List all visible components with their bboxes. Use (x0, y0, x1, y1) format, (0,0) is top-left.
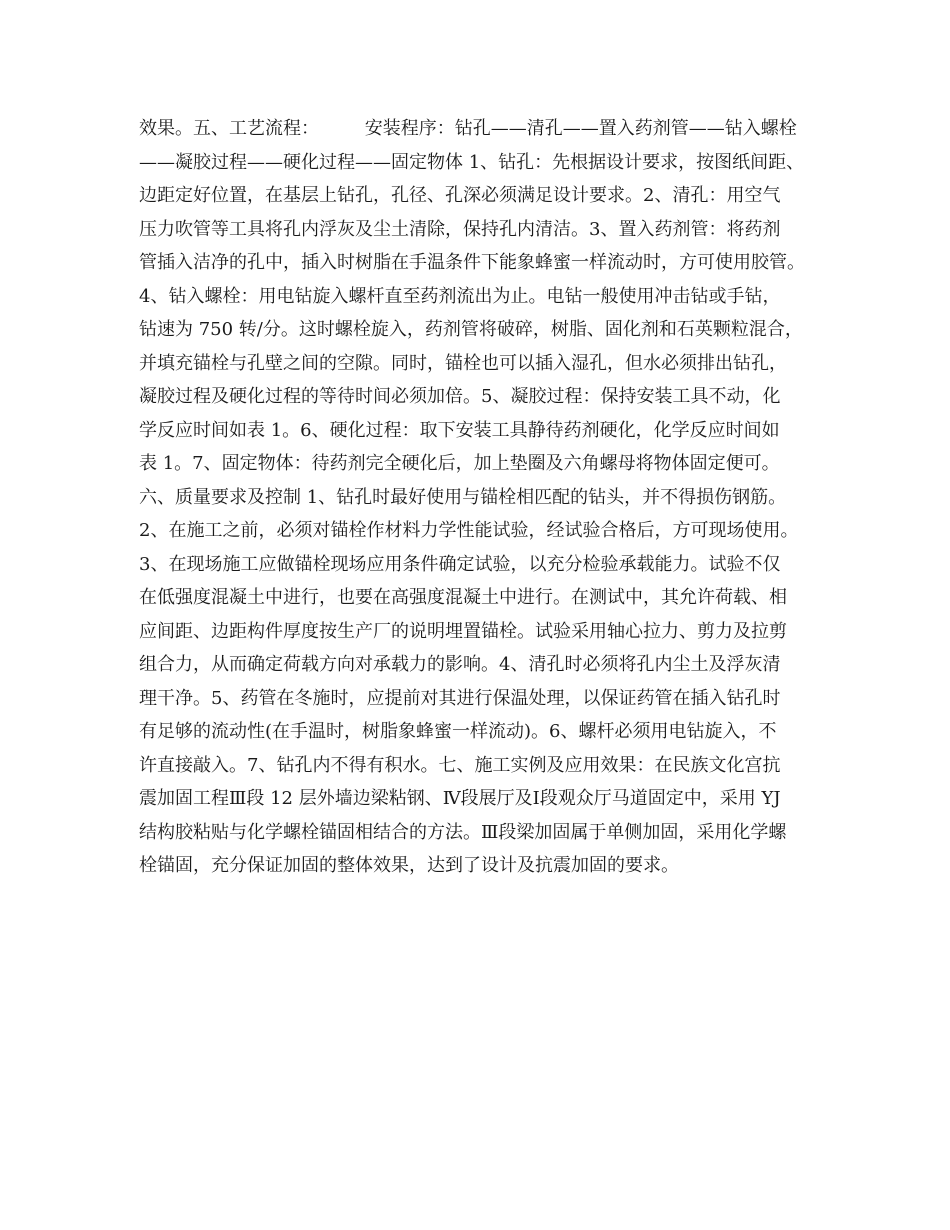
text-line: 管插入洁净的孔中，插入时树脂在手温条件下能象蜂蜜一样流动时，方可使用胶管。 (139, 252, 805, 273)
text-line: 栓锚固，充分保证加固的整体效果，达到了设计及抗震加固的要求。 (139, 855, 679, 876)
text-line: 许直接敲入。7、钻孔内不得有积水。七、施工实例及应用效果：在民族文化宫抗 (139, 754, 781, 776)
text-line: 边距定好位置，在基层上钻孔，孔径、孔深必须满足设计要求。2、清孔：用空气 (139, 185, 781, 206)
text-line: 结构胶粘贴与化学螺栓锚固相结合的方法。Ⅲ段梁加固属于单侧加固，采用化学螺 (139, 821, 787, 843)
text-line: 压力吹管等工具将孔内浮灰及尘土清除，保持孔内清洁。3、置入药剂管：将药剂 (139, 218, 781, 240)
body-text (139, 112, 817, 883)
text-line: 钻速为 750 转/分。这时螺栓旋入，药剂管将破碎，树脂、固化剂和石英颗粒混合， (139, 319, 803, 340)
text-line: 应间距、边距构件厚度按生产厂的说明埋置锚栓。试验采用轴心拉力、剪力及拉剪 (139, 620, 787, 642)
text-line: 4、钻入螺栓：用电钻旋入螺杆直至药剂流出为止。电钻一般使用冲击钻或手钻， (139, 285, 781, 307)
text-line: ——凝胶过程——硬化过程——固定物体 1、钻孔：先根据设计要求，按图纸间距、 (139, 151, 805, 173)
text-line: 效果。五、工艺流程： 安装程序：钻孔——清孔——置入药剂管——钻入螺栓 (139, 118, 797, 139)
text-line: 六、质量要求及控制 1、钻孔时最好使用与锚栓相匹配的钻头，并不得损伤钢筋。 (139, 486, 787, 508)
text-line: 在低强度混凝土中进行，也要在高强度混凝土中进行。在测试中，其允许荷载、相 (139, 587, 787, 608)
text-line: 并填充锚栓与孔壁之间的空隙。同时，锚栓也可以插入湿孔，但水必须排出钻孔， (139, 352, 787, 374)
text-line: 有足够的流动性(在手温时，树脂象蜂蜜一样流动)。6、螺杆必须用电钻旋入，不 (139, 721, 777, 742)
text-line: 理干净。5、药管在冬施时，应提前对其进行保温处理，以保证药管在插入钻孔时 (139, 687, 781, 709)
text-line: 凝胶过程及硬化过程的等待时间必须加倍。5、凝胶过程：保持安装工具不动，化 (139, 386, 781, 407)
text-line: 学反应时间如表 1。6、硬化过程：取下安装工具静待药剂硬化，化学反应时间如 (139, 419, 780, 441)
text-line: 3、在现场施工应做锚栓现场应用条件确定试验，以充分检验承载能力。试验不仅 (139, 553, 781, 575)
text-line: 表 1。7、固定物体：待药剂完全硬化后，加上垫圈及六角螺母将物体固定便可。 (139, 453, 780, 474)
text-line: 震加固工程Ⅲ段 12 层外墙边梁粘钢、Ⅳ段展厅及Ⅰ段观众厅马道固定中，采用 YJ (139, 788, 781, 809)
text-line: 组合力，从而确定荷载方向对承载力的影响。4、清孔时必须将孔内尘土及浮灰清 (139, 654, 781, 675)
text-line: 2、在施工之前，必须对锚栓作材料力学性能试验，经试验合格后，方可现场使用。 (139, 520, 799, 541)
